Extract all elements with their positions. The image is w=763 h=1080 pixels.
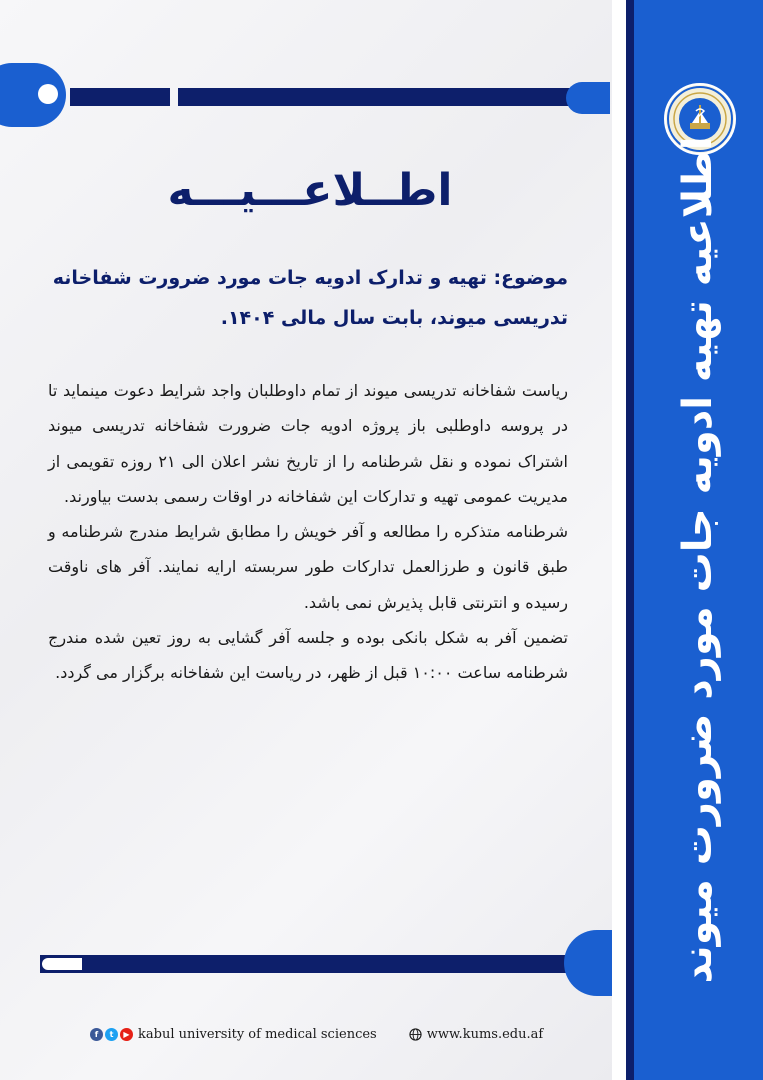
decor-pill-top-left-inner [38, 84, 58, 104]
notice-subject [48, 258, 568, 338]
decor-bar-top-left [70, 88, 170, 106]
facebook-icon[interactable]: f [90, 1028, 103, 1041]
decor-bar-bottom-notch [42, 958, 82, 970]
page-title: اطــلاعـــیـــه [167, 165, 453, 216]
subject-line-2: تدریسی میوند، بابت سال مالی ۱۴۰۴. [220, 307, 568, 329]
decor-dot-top-right [566, 82, 610, 114]
social-icons [90, 1028, 135, 1041]
body-paragraph-2: شرطنامه متذکره را مطالعه و آفر خویش را مطابق شرایط مندرج شرطنامه و طبق قانون و طرزالعمل تدارکات طور سربسته ارایه نمایند. آفر های ناوقت رسیده و انترنتی قابل پذیرش نمی باشد. [48, 522, 568, 612]
university-name: kabul university of medical sciences [138, 1026, 377, 1042]
notice-body [48, 373, 568, 691]
side-panel-title-text: اطلاعیه تهیه ادویه جات مورد ضرورت میوند [675, 136, 721, 984]
twitter-icon[interactable]: t [105, 1028, 118, 1041]
body-paragraph-3: تضمین آفر به شکل بانکی بوده و جلسه آفر گشایی به روز تعین شده مندرج شرطنامه ساعت ۱۰:۰۰ قبل از ظهر، در ریاست این شفاخانه برگزار می گردد. [48, 628, 568, 683]
decor-bar-bottom [40, 955, 570, 973]
youtube-icon[interactable]: ▶ [120, 1028, 133, 1041]
decor-bar-top [178, 88, 570, 106]
website-link[interactable]: www.kums.edu.af [426, 1026, 544, 1042]
globe-icon [409, 1028, 422, 1041]
subject-line-1: موضوع: تهیه و تدارک ادویه جات مورد ضرورت شفاخانه [52, 267, 568, 289]
footer [90, 1022, 543, 1046]
body-paragraph-1: ریاست شفاخانه تدریسی میوند از تمام داوطلبان واجد شرایط دعوت مینماید تا در پروسه داوطلبی باز پروژه ادویه جات ضرورت شفاخانه تدریسی میوند اشتراک نموده و نقل شرطنامه را از تاریخ نشر اعلان الی ۲۱ روزه تقویمی از مدیریت عمومی تهیه و تدارکات این شفاخانه در اوقات رسمی بدست بیاورند. [48, 381, 568, 506]
